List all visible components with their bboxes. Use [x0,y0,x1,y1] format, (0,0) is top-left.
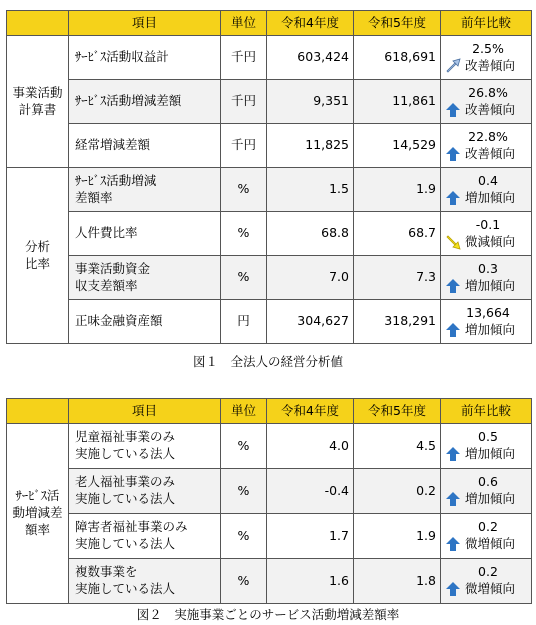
row-diff: 0.2 [478,519,498,535]
row-diff: 0.5 [478,429,498,445]
row-diff: 0.4 [478,172,498,188]
table-row [7,300,532,344]
row-unit: 千円 [221,124,267,168]
row-r5: 11,861 [354,80,441,124]
row-r5: 14,529 [354,124,441,168]
figure1-caption: 図１ 全法人の経営分析値 [192,354,343,369]
row-r4: 1.6 [267,559,354,604]
group-label-analysis-ratio: 分析 比率 [7,168,69,344]
table2-header-item: 項目 [69,399,221,424]
table2-header-row [7,399,532,424]
row-r4: 7.0 [267,256,354,300]
row-r4: 304,627 [267,300,354,344]
row-r4: 1.7 [267,514,354,559]
row-r5: 1.9 [354,514,441,559]
row-r5: 7.3 [354,256,441,300]
row-unit: % [221,424,267,469]
row-item: 複数事業を 実施している法人 [69,559,221,604]
table-row [7,212,532,256]
row-item: 老人福祉事業のみ 実施している法人 [69,469,221,514]
row-diff: 2.5% [472,40,504,56]
arrow-up-icon [445,322,461,338]
row-trend: 改善傾向 [465,57,516,73]
row-unit: % [221,168,267,212]
table2-header-cmp: 前年比較 [441,399,532,424]
row-compare [441,469,532,514]
arrow-up-icon [445,446,461,462]
table1-header-item: 項目 [69,11,221,36]
arrow-up-icon [445,581,461,597]
row-unit: 円 [221,300,267,344]
arrow-up-right-icon [445,58,461,74]
row-unit: % [221,559,267,604]
row-diff: 26.8% [468,84,508,100]
row-unit: 千円 [221,80,267,124]
table-row [7,424,532,469]
row-trend: 増加傾向 [465,446,516,461]
arrow-up-icon [445,278,461,294]
row-trend: 増加傾向 [465,491,516,506]
row-r4: 68.8 [267,212,354,256]
group-label-service-ratio: ｻｰﾋﾞｽ活 動増減差 額率 [7,424,69,604]
table1-header-cmp: 前年比較 [441,11,532,36]
arrow-up-icon [445,491,461,507]
row-diff: -0.1 [475,216,501,232]
row-diff: 13,664 [466,304,510,320]
row-r4: 11,825 [267,124,354,168]
table-row [7,80,532,124]
arrow-up-icon [445,190,461,206]
row-trend: 増加傾向 [465,321,516,337]
row-r4: 4.0 [267,424,354,469]
row-unit: % [221,256,267,300]
row-compare [441,256,532,300]
arrow-up-icon [445,146,461,162]
table1-header-blank [7,11,69,36]
service-activity-ratio-table [6,398,532,604]
row-r5: 4.5 [354,424,441,469]
table-row [7,36,532,80]
row-r5: 318,291 [354,300,441,344]
table-row [7,256,532,300]
row-unit: 千円 [221,36,267,80]
table-row [7,469,532,514]
row-compare [441,514,532,559]
row-trend: 改善傾向 [465,101,516,117]
table1-header-row [7,11,532,36]
row-r5: 618,691 [354,36,441,80]
row-compare [441,300,532,344]
row-item: ｻｰﾋﾞｽ活動増減 差額率 [69,168,221,212]
row-r4: 1.5 [267,168,354,212]
row-r5: 1.9 [354,168,441,212]
table-row [7,559,532,604]
row-unit: % [221,212,267,256]
table1-header-r5: 令和5年度 [354,11,441,36]
row-r5: 68.7 [354,212,441,256]
row-trend: 増加傾向 [465,189,516,205]
table2-header-r4: 令和4年度 [267,399,354,424]
row-r4: 603,424 [267,36,354,80]
table2-header-unit: 単位 [221,399,267,424]
management-analysis-table [6,10,532,344]
row-unit: % [221,469,267,514]
row-trend: 改善傾向 [465,145,516,161]
row-trend: 微増傾向 [465,581,516,596]
table1-header-r4: 令和4年度 [267,11,354,36]
row-diff: 0.6 [478,474,498,490]
row-diff: 22.8% [468,128,508,144]
group-label-activity-statement: 事業活動 計算書 [7,36,69,168]
row-item: 経常増減差額 [69,124,221,168]
row-item: ｻｰﾋﾞｽ活動収益計 [69,36,221,80]
row-trend: 微減傾向 [465,233,516,249]
table2-header-r5: 令和5年度 [354,399,441,424]
arrow-up-icon [445,102,461,118]
row-item: 正味金融資産額 [69,300,221,344]
arrow-down-right-icon [445,234,461,250]
row-unit: % [221,514,267,559]
row-diff: 0.2 [478,564,498,580]
row-compare [441,424,532,469]
arrow-up-icon [445,536,461,552]
row-item: 事業活動資金 収支差額率 [69,256,221,300]
row-trend: 微増傾向 [465,536,516,551]
row-r5: 0.2 [354,469,441,514]
row-compare [441,559,532,604]
row-compare [441,124,532,168]
row-diff: 0.3 [478,260,498,276]
row-item: 児童福祉事業のみ 実施している法人 [69,424,221,469]
row-r5: 1.8 [354,559,441,604]
row-compare [441,36,532,80]
row-compare [441,212,532,256]
row-item: ｻｰﾋﾞｽ活動増減差額 [69,80,221,124]
table2-header-blank [7,399,69,424]
row-compare [441,80,532,124]
row-item: 障害者福祉事業のみ 実施している法人 [69,514,221,559]
row-r4: -0.4 [267,469,354,514]
table-row [7,124,532,168]
table1-header-unit: 単位 [221,11,267,36]
row-r4: 9,351 [267,80,354,124]
table-row [7,168,532,212]
row-trend: 増加傾向 [465,277,516,293]
row-item: 人件費比率 [69,212,221,256]
table-row [7,514,532,559]
figure2-caption: 図２ 実施事業ごとのサービス活動増減差額率 [136,607,400,622]
row-compare [441,168,532,212]
